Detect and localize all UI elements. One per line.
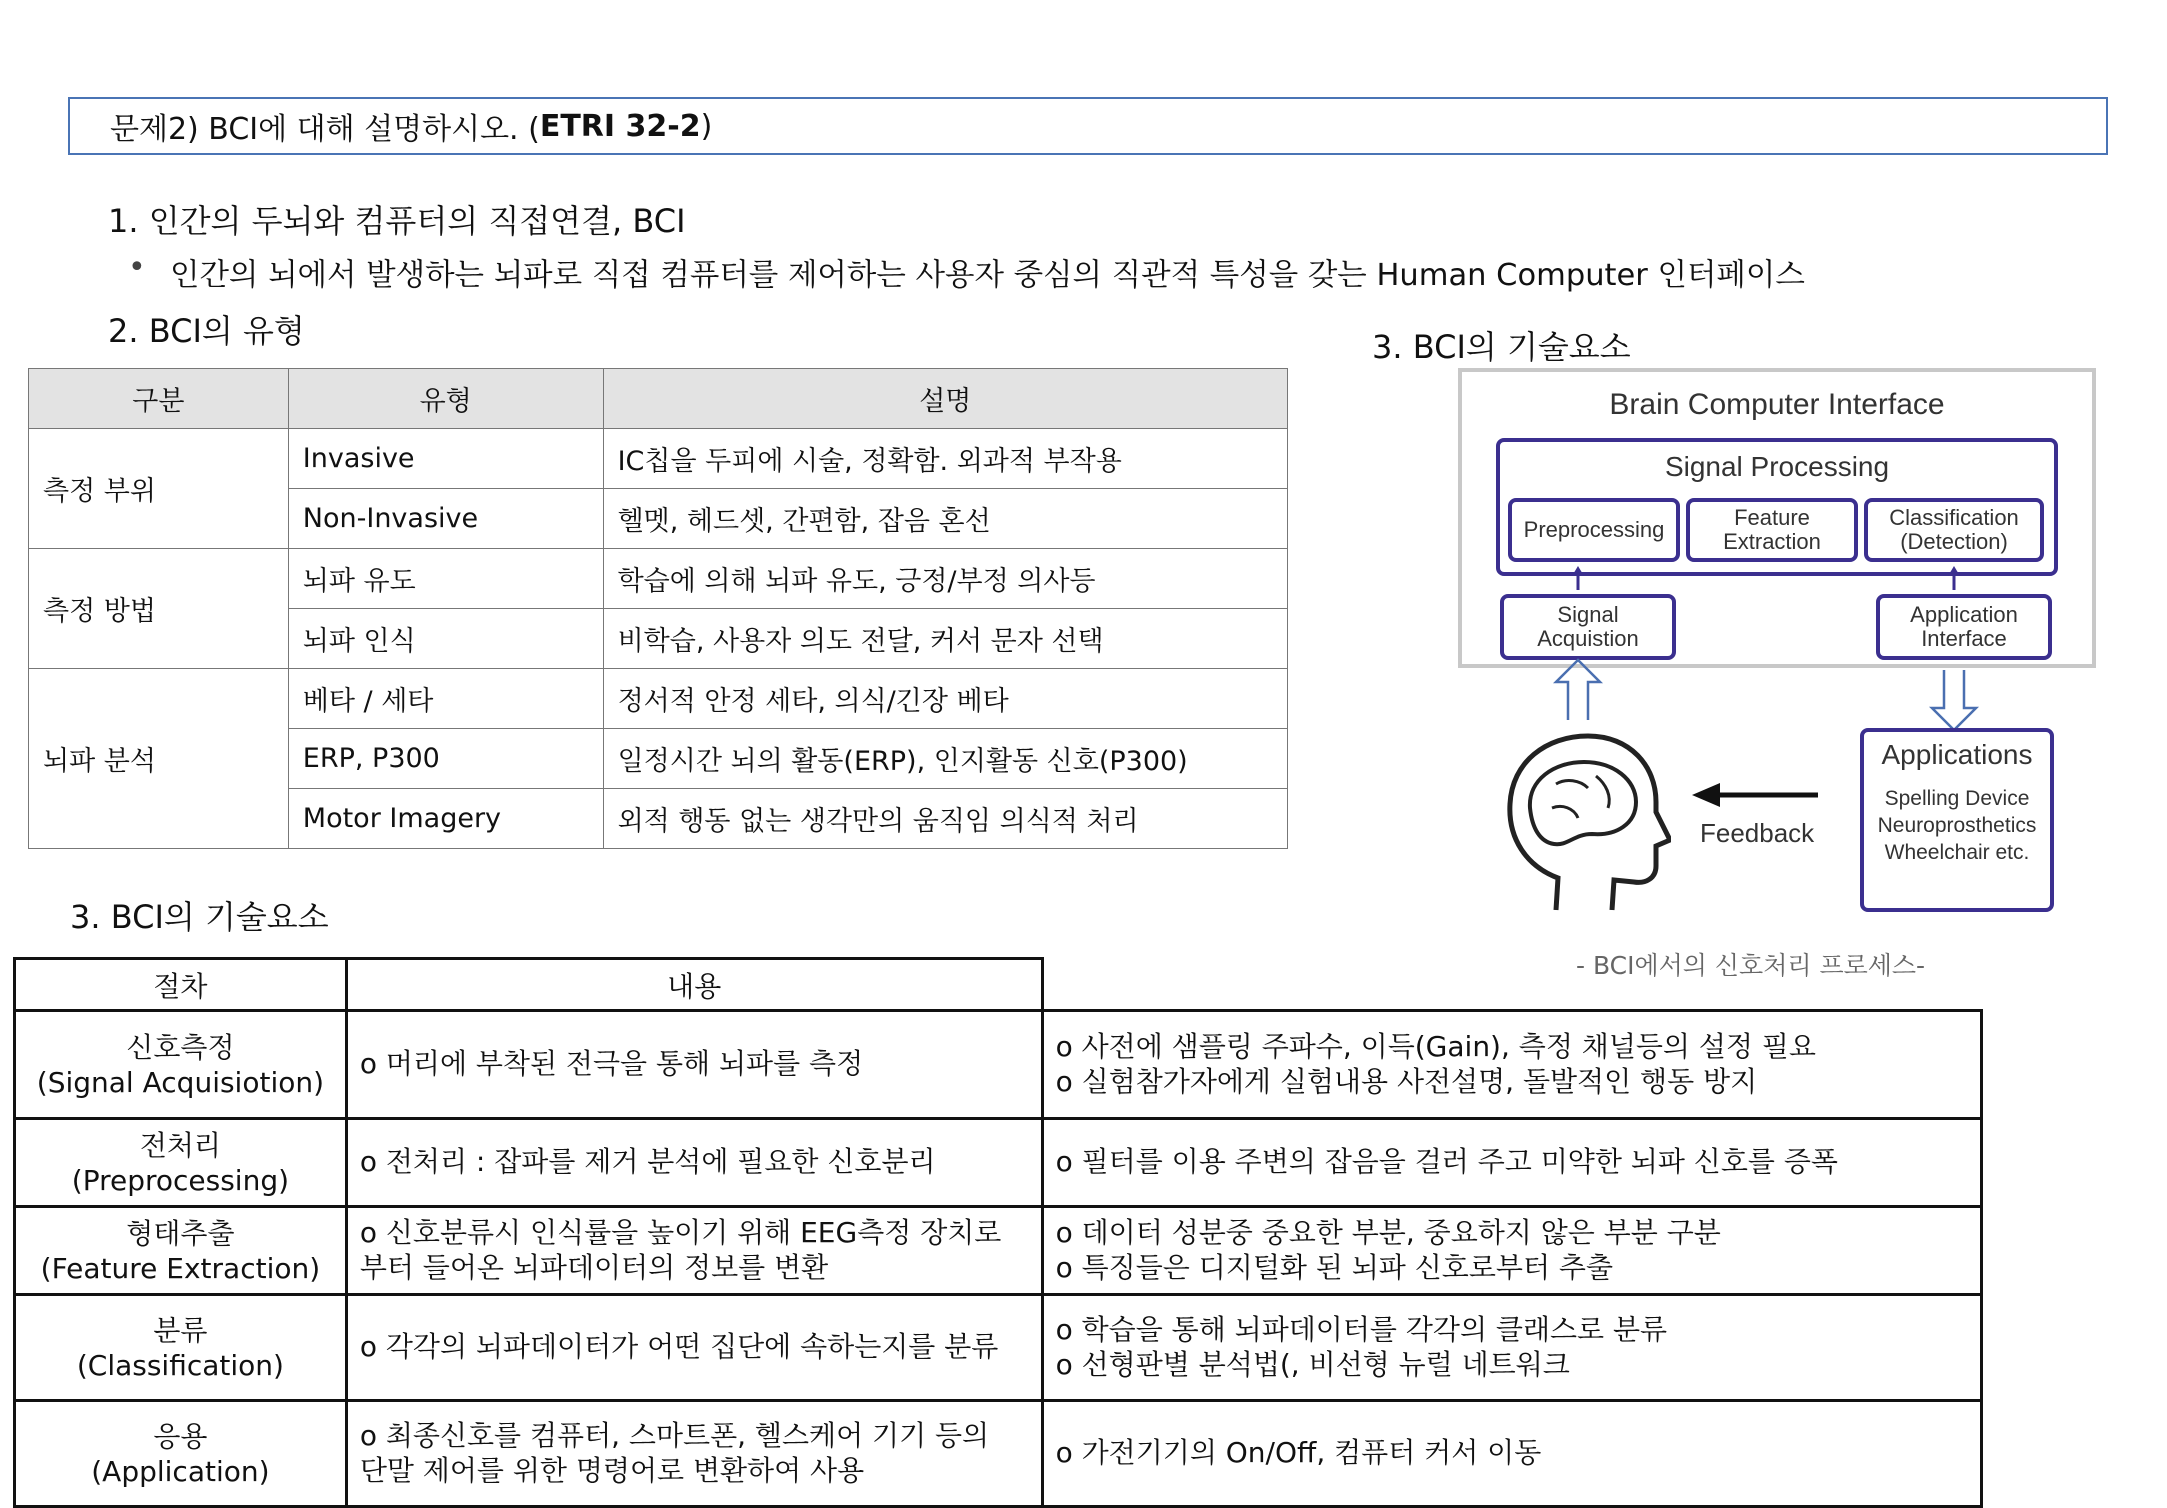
content-line: o 최종신호를 컴퓨터, 스마트폰, 헬스케어 기기 등의	[359, 1419, 990, 1453]
content-line: o 신호분류시 인식률을 높이기 위해 EEG측정 장치로	[359, 1216, 1002, 1250]
process-header-note	[1042, 959, 1981, 1011]
applications-title: Applications	[1881, 739, 2033, 770]
desc-cell: 정서적 안정 세타, 의식/긴장 베타	[603, 669, 1287, 729]
feature-extraction-label: Feature Extraction	[1723, 504, 1821, 554]
step-cell	[15, 1011, 347, 1119]
types-header-row	[29, 369, 1288, 429]
table-row	[29, 429, 1288, 489]
section2-heading: 2. BCI의 유형	[108, 312, 305, 350]
content-line: o 각각의 뇌파데이터가 어떤 집단에 속하는지를 분류	[359, 1330, 999, 1364]
content-line: o 전처리 : 잡파를 제거 분석에 필요한 신호분리	[359, 1145, 936, 1179]
diagram-title: Brain Computer Interface	[1609, 388, 1945, 421]
note-cell	[1042, 1401, 1981, 1507]
step-name: 신호측정	[126, 1030, 235, 1064]
signal-processing-label: Signal Processing	[1664, 451, 1890, 482]
section1-bullet-text: 인간의 뇌에서 발생하는 뇌파로 직접 컴퓨터를 제어하는 사용자 중심의 직관적 특성을 갖는 Human Computer 인터페이스	[170, 258, 1805, 293]
application-interface-label: Application Interface	[1910, 601, 2018, 651]
content-line: o 머리에 부착된 전극을 통해 뇌파를 측정	[359, 1047, 864, 1081]
type-cell: Non-Invasive	[288, 489, 603, 549]
note-line: o 학습을 통해 뇌파데이터를 각각의 클래스로 분류	[1055, 1313, 1668, 1347]
content-cell	[346, 1295, 1042, 1401]
content-line: 단말 제어를 위한 명령어로 변환하여 사용	[359, 1453, 865, 1487]
note-line: o 실험참가자에게 실험내용 사전설명, 돌발적인 행동 방지	[1055, 1064, 1758, 1098]
note-cell	[1042, 1295, 1981, 1401]
desc-cell: 헬멧, 헤드셋, 간편함, 잡음 혼선	[603, 489, 1287, 549]
process-header-row	[15, 959, 1982, 1011]
table-row	[15, 1119, 1982, 1207]
bci-types-table	[28, 368, 1288, 849]
content-cell	[346, 1401, 1042, 1507]
classification-label: Classification (Detection)	[1889, 504, 2019, 554]
desc-cell: 학습에 의해 뇌파 유도, 긍정/부정 의사등	[603, 549, 1287, 609]
types-header-desc: 설명	[603, 369, 1287, 429]
question-title	[68, 97, 2108, 155]
step-name-en: (Application)	[91, 1454, 270, 1488]
step-name-en: (Feature Extraction)	[40, 1251, 321, 1285]
type-cell: ERP, P300	[288, 729, 603, 789]
content-cell	[346, 1011, 1042, 1119]
step-cell	[15, 1119, 347, 1207]
desc-cell: 외적 행동 없는 생각만의 움직임 의식적 처리	[603, 789, 1287, 849]
note-line: o 특징들은 디지털화 된 뇌파 신호로부터 추출	[1055, 1250, 1613, 1284]
note-line: o 사전에 샘플링 주파수, 이득(Gain), 측정 채널등의 설정 필요	[1055, 1030, 1816, 1064]
question-title-text: 문제2) BCI에 대해 설명하시오. (	[110, 112, 540, 147]
table-row	[15, 1401, 1982, 1507]
step-cell	[15, 1295, 347, 1401]
bci-process-table	[13, 957, 1983, 1508]
table-row	[15, 1295, 1982, 1401]
applications-box	[1860, 728, 2054, 912]
step-name: 형태추출	[126, 1216, 235, 1250]
table-row	[15, 1207, 1982, 1295]
step-name-en: (Signal Acquisiotion)	[36, 1065, 325, 1099]
content-cell	[346, 1207, 1042, 1295]
classification-box	[1864, 498, 2044, 562]
head-icon	[1496, 728, 1671, 918]
desc-cell: 비학습, 사용자 의도 전달, 커서 문자 선택	[603, 609, 1287, 669]
step-name-en: (Preprocessing)	[71, 1163, 290, 1197]
note-cell	[1042, 1011, 1981, 1119]
note-line: o 데이터 성분중 중요한 부분, 중요하지 않은 부분 구분	[1055, 1216, 1721, 1250]
diagram-caption: - BCI에서의 신호처리 프로세스-	[1576, 951, 1926, 980]
step-cell	[15, 1401, 347, 1507]
step-cell	[15, 1207, 347, 1295]
category-cell: 측정 방법	[29, 549, 289, 669]
category-cell: 뇌파 분석	[29, 669, 289, 849]
desc-cell: IC칩을 두피에 시술, 정확함. 외과적 부작용	[603, 429, 1287, 489]
process-header-content: 내용	[346, 959, 1042, 1011]
section1-heading: 1. 인간의 두뇌와 컴퓨터의 직접연결, BCI	[108, 202, 686, 240]
feedback-label: Feedback	[1700, 818, 1815, 848]
type-cell: Motor Imagery	[288, 789, 603, 849]
preprocessing-box	[1508, 498, 1680, 562]
type-cell: Invasive	[288, 429, 603, 489]
question-ref: ETRI 32-2	[539, 108, 701, 144]
step-name: 전처리	[139, 1128, 221, 1162]
step-name: 분류	[153, 1313, 208, 1347]
content-line: 부터 들어온 뇌파데이터의 정보를 변환	[359, 1250, 829, 1284]
type-cell: 뇌파 유도	[288, 549, 603, 609]
process-header-step: 절차	[15, 959, 347, 1011]
feedback-arrow-icon	[1690, 780, 1820, 810]
desc-cell: 일정시간 뇌의 활동(ERP), 인지활동 신호(P300)	[603, 729, 1287, 789]
applications-items: Spelling Device Neuroprosthetics Wheelchair etc.	[1877, 786, 2037, 865]
note-line: o 선형판별 분석법(, 비선형 뉴럴 네트워크	[1055, 1347, 1570, 1381]
note-cell	[1042, 1119, 1981, 1207]
table-row	[29, 669, 1288, 729]
bullet-mark: •	[128, 250, 146, 285]
note-line: o 가전기기의 On/Off, 컴퓨터 커서 이동	[1055, 1436, 1542, 1470]
section3-heading: 3. BCI의 기술요소	[70, 898, 329, 936]
type-cell: 베타 / 세타	[288, 669, 603, 729]
feature-extraction-box	[1686, 498, 1858, 562]
table-row	[15, 1011, 1982, 1119]
preprocessing-label: Preprocessing	[1523, 516, 1665, 542]
signal-acquisition-label: Signal Acquistion	[1537, 601, 1639, 651]
note-cell	[1042, 1207, 1981, 1295]
category-cell: 측정 부위	[29, 429, 289, 549]
section3-right-heading: 3. BCI의 기술요소	[1372, 328, 1631, 366]
step-name-en: (Classification)	[76, 1348, 284, 1382]
note-line: o 필터를 이용 주변의 잡음을 걸러 주고 미약한 뇌파 신호를 증폭	[1055, 1145, 1838, 1179]
table-row	[29, 549, 1288, 609]
step-name: 응용	[153, 1419, 208, 1453]
types-header-type: 유형	[288, 369, 603, 429]
content-cell	[346, 1119, 1042, 1207]
question-title-close: )	[700, 108, 713, 144]
types-header-category: 구분	[29, 369, 289, 429]
diagram-arrows	[1458, 560, 2098, 730]
type-cell: 뇌파 인식	[288, 609, 603, 669]
